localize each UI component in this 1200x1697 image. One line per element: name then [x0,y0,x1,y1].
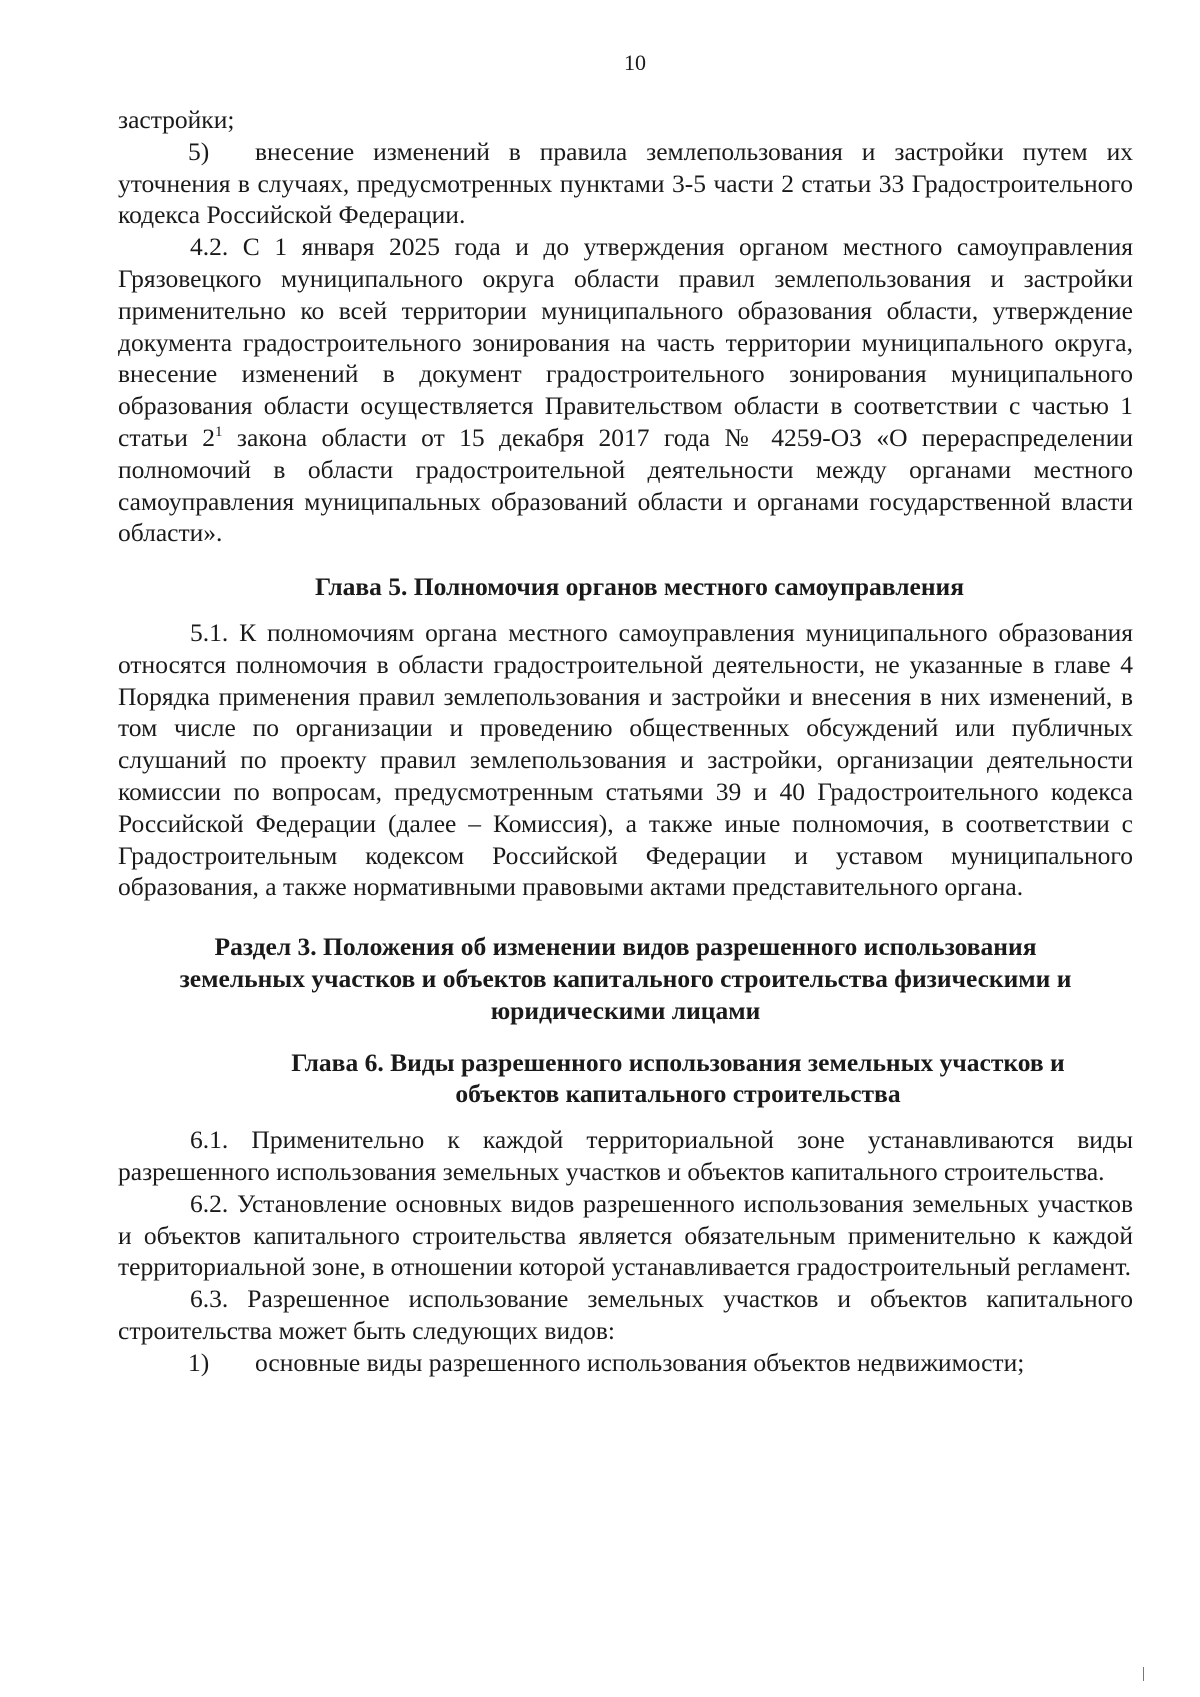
heading-line: Раздел 3. Положения об изменении видов разрешенного использования [214,932,1037,962]
heading-line: Глава 6. Виды разрешенного использования земельных участков и [291,1047,1065,1077]
list-item-number: 1) [188,1347,210,1377]
paragraph-6-3: 6.3. Разрешенное использование земельных участков и объектов капитального строительства может быть следующих видов: [118,1284,1133,1345]
document-body [118,104,1133,1378]
paragraph-6-1: 6.1. Применительно к каждой территориальной зоне устанавливаются виды разрешенного использования земельных участков и объектов капитального строительства. [118,1125,1133,1186]
chapter-5-heading: Глава 5. Полномочия органов местного самоуправления [314,572,965,602]
paragraph-continued: застройки; [118,105,235,134]
paragraph-4-2 [118,231,1133,549]
list-item-1 [118,1347,1133,1379]
list-item-text: внесение изменений в правила землепользования и застройки путем их уточнения в случаях, предусмотренных пунктами 3-5 части 2 статьи 33 Градостроительного кодекса Российской Федерации. [118,136,1133,230]
list-item-number: 5) [188,136,210,166]
page-number: 10 [624,50,646,75]
superscript: 1 [215,423,223,440]
list-item-text: основные виды разрешенного использования объектов недвижимости; [255,1347,1025,1377]
paragraph-5-1: 5.1. К полномочиям органа местного самоуправления муниципального образования относятся полномочия в области градостроительной деятельности, не указанные в главе 4 Порядка применения правил землепользования и застройки и внесения в них изменений, в том числе по организации и проведению общественных обсуждений или публичных слушаний по проекту правил землепользования и застройки, организации деятельности комиссии по вопросам, предусмотренным статьями 39 и 40 Градостроительного кодекса Российской Федерации (далее – Комиссия), а также иные полномочия, в соответствии с Градостроительным кодексом Российской Федерации и уставом муниципального образования, а также нормативными правовыми актами представительного органа. [118,617,1133,902]
heading-line: юридическими лицами [490,995,761,1025]
paragraph-6-2: 6.2. Установление основных видов разрешенного использования земельных участков и объектов капитального строительства является обязательным применительно к каждой территориальной зоне, в отношении которой устанавливается градостроительный регламент. [118,1188,1133,1282]
heading-line: объектов капитального строительства [455,1079,901,1109]
section-3-heading [118,931,1133,1026]
paragraph-text: закона области от 15 декабря 2017 года № 4259-ОЗ «О перераспределении полномочий в области градостроительной деятельности между органами местного самоуправления муниципальных образований области и органами государственной власти области». [118,422,1133,548]
scan-mark [1143,1667,1144,1681]
list-item-5 [118,136,1133,231]
heading-line: земельных участков и объектов капитального строительства физическими и [179,963,1072,993]
paragraph-text: 4.2. С 1 января 2025 года и до утверждения органом местного самоуправления Грязовецкого муниципального округа области правил землепользования и застройки применительно ко всей территории муниципального образования области, утверждение документа градостроительного зонирования на часть территории муниципального округа, внесение изменений в документ градостроительного зонирования муниципального образования области осуществляется Правительством области в соответствии с частью 1 статьи 2 [118,232,1133,452]
chapter-6-heading [118,1047,1133,1111]
